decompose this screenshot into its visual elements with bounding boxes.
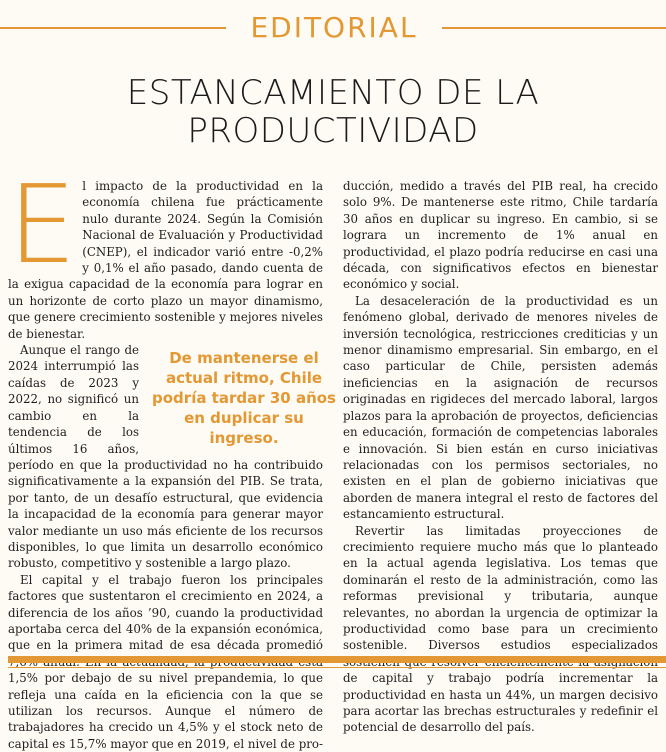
drop-cap: E bbox=[8, 163, 77, 288]
right-column bbox=[343, 178, 658, 736]
paragraph: ducción, medido a través del PIB real, ha crecido solo 9%. De mantenerse este ritmo, Chile tardaría 30 años en duplicar su ingreso. En cambio, si se lograra un incremento de 1% anual en productividad, el plazo podría reducirse en casi una década, con significativos efectos en bienestar económico y social. bbox=[343, 179, 658, 292]
headline-line-2: PRODUCTIVIDAD bbox=[187, 111, 479, 151]
pull-quote: De mantenerse el actual ritmo, Chile podría tardar 30 años en duplicar su ingreso. bbox=[152, 349, 336, 448]
section-kicker: EDITORIAL bbox=[250, 11, 418, 44]
headline bbox=[0, 74, 666, 150]
paragraph: La desaceleración de la productividad es un fenómeno global, derivado de menores niveles de inversión tecnológica, restricciones crediticias y un menor dinamismo empresarial. Sin embargo, en el caso particular de Chile, persisten además ineficiencias en la asignación de recursos originadas en rigideces del mercado laboral, largos plazos para la aprobación de proyectos, deficiencias en educación, formación de competencias laborales e innovación. Si bien están en curso iniciativas relacionadas con los permisos sectoriales, no existen en el plan de gobierno iniciativas que aborden de manera integral el resto de factores del estancamiento estructural. bbox=[343, 293, 658, 522]
left-column bbox=[8, 163, 336, 752]
footer-rule bbox=[8, 656, 666, 663]
paragraph: El capital y el trabajo fueron los principales factores que sustentaron el crecimiento en 2024, a diferencia de los años ’90, cuando la productividad aportaba cerca del 40% de la expansión económica, que en la primera mitad de esa década promedió 1,5% por debajo de su nivel prepandemia, lo que refleja una caída en la eficiencia con la que se utilizan los recursos. Aunque el número de trabajadores ha crecido un 4,5% y el stock neto de capital es 15,7% mayor que en 2019, el nivel de pro- bbox=[8, 572, 323, 751]
paragraph: Aunque el rango de 2024 interrumpió las caídas de 2023 y 2022, no significó un cambio en la tendencia de los últimos 16 años, período en que la productividad no ha contribuido significativamente a la expansión del PIB. Se trata, por tanto, de un desafío estructural, que evidencia la incapacidad de la economía para generar mayor valor mediante un uso más eficiente de los recursos disponibles, lo que limita un desarrollo económico robusto, competitivo y sostenible a largo plazo. bbox=[8, 343, 323, 571]
header-rule-left bbox=[0, 27, 226, 29]
paragraph: Revertir las limitadas proyecciones de crecimiento requiere mucho más que lo planteado en la actual agenda legislativa. Los temas que dominarán el resto de la administración, como las reformas previsional y tributaria, aunque relevantes, no abordan la urgencia de optimizar la productividad como base para un crecimiento sostenible. Diversos estudios especializados de capital y trabajo podría incrementar la productividad en hasta un 44%, un margen decisivo para acortar las brechas estructurales y redefinir el potencial de desarrollo del país. bbox=[343, 523, 658, 735]
paragraph: l impacto de la productividad en la economía chilena fue prácticamente nulo durante 2024. Según la Comisión Nacional de Evaluación y Productividad (CNEP), el indicador varió entre -0,2% y 0,1% el año pasado, dando cuenta de la exigua capacidad de la economía para lograr en un horizonte de corto plazo un mayor dinamismo, que genere crecimiento sostenible y mejores niveles de bienestar. bbox=[8, 179, 323, 341]
section-header bbox=[0, 8, 666, 48]
footer-rule-thin bbox=[8, 667, 666, 668]
header-rule-right bbox=[442, 27, 666, 29]
headline-line-1: ESTANCAMIENTO DE LA bbox=[126, 73, 540, 113]
